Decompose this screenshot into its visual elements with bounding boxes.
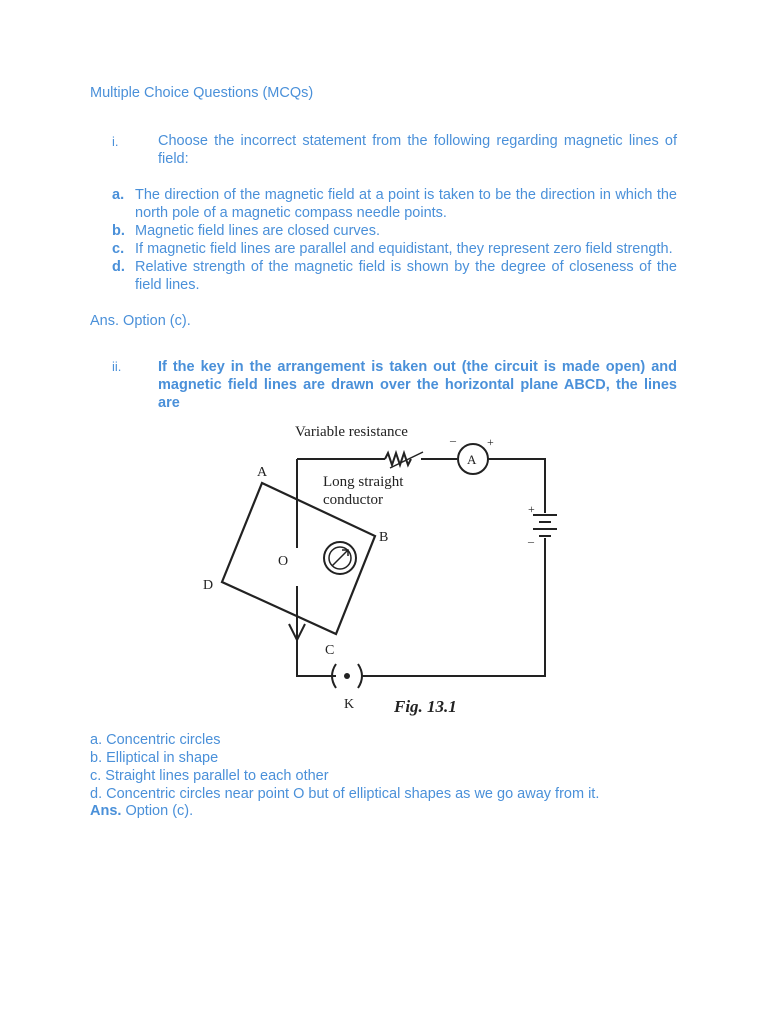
circuit-diagram (195, 418, 555, 718)
option-d (112, 258, 677, 294)
circuit-figure (195, 418, 535, 718)
conductor-label-line2: conductor (323, 492, 383, 508)
battery-minus: – (528, 534, 534, 548)
question-1-text: Choose the incorrect statement from the following regarding magnetic lines of field: (158, 133, 677, 167)
option-d: d. Concentric circles near point O but of elliptical shapes as we go away from it. (90, 786, 600, 802)
question-2-text: If the key in the arrangement is taken out (the circuit is made open) and magnetic field lines are drawn over the horizontal plane ABCD, the lines are (158, 359, 677, 411)
option-label: b. (112, 223, 125, 239)
option-label: d. (112, 259, 125, 275)
point-d-label: D (203, 578, 214, 593)
question-1-options (112, 186, 677, 294)
question-2-options (90, 731, 599, 803)
point-b-label: B (379, 530, 389, 545)
battery-plus: + (528, 502, 535, 516)
key-label: K (344, 697, 355, 712)
right-bottom-wire (361, 538, 545, 676)
point-o-label: O (278, 554, 289, 569)
option-text: The direction of the magnetic field at a point is taken to be the direction in which the north pole of a magnetic compass needle points. (135, 187, 677, 221)
page-title: Multiple Choice Questions (MCQs) (90, 85, 314, 101)
question-2-number: ii. (112, 359, 122, 374)
figure-caption: Fig. 13.1 (394, 697, 457, 716)
option-a (112, 186, 677, 222)
option-a: a. Concentric circles (90, 732, 221, 748)
ammeter-minus: – (450, 433, 456, 447)
conductor-label-line1: Long straight (323, 474, 404, 490)
battery-icon (533, 515, 557, 536)
point-a-label: A (257, 465, 268, 480)
answer-text: Option (c). (121, 803, 194, 819)
option-label: a. (112, 187, 125, 203)
ammeter-label: A (467, 452, 477, 467)
option-text: Magnetic field lines are closed curves. (135, 223, 381, 239)
option-c: c. Straight lines parallel to each other (90, 768, 329, 784)
option-c (112, 240, 677, 258)
variable-resistance-label: Variable resistance (295, 424, 408, 440)
question-1-number: i. (112, 134, 119, 149)
top-wire-right (488, 459, 545, 513)
answer-label: Ans. (90, 803, 122, 819)
option-text: If magnetic field lines are parallel and equidistant, they represent zero field strength. (135, 241, 673, 257)
point-c-label: C (325, 643, 335, 658)
option-b (112, 222, 677, 240)
option-text: Relative strength of the magnetic field is shown by the degree of closeness of the field lines. (135, 259, 677, 293)
question-1-answer: Ans. Option (c). (90, 313, 191, 329)
option-b: b. Elliptical in shape (90, 750, 219, 766)
option-label: c. (112, 241, 125, 257)
question-2-answer (90, 802, 193, 820)
key-pivot (344, 673, 350, 679)
ammeter-plus: + (487, 435, 494, 449)
